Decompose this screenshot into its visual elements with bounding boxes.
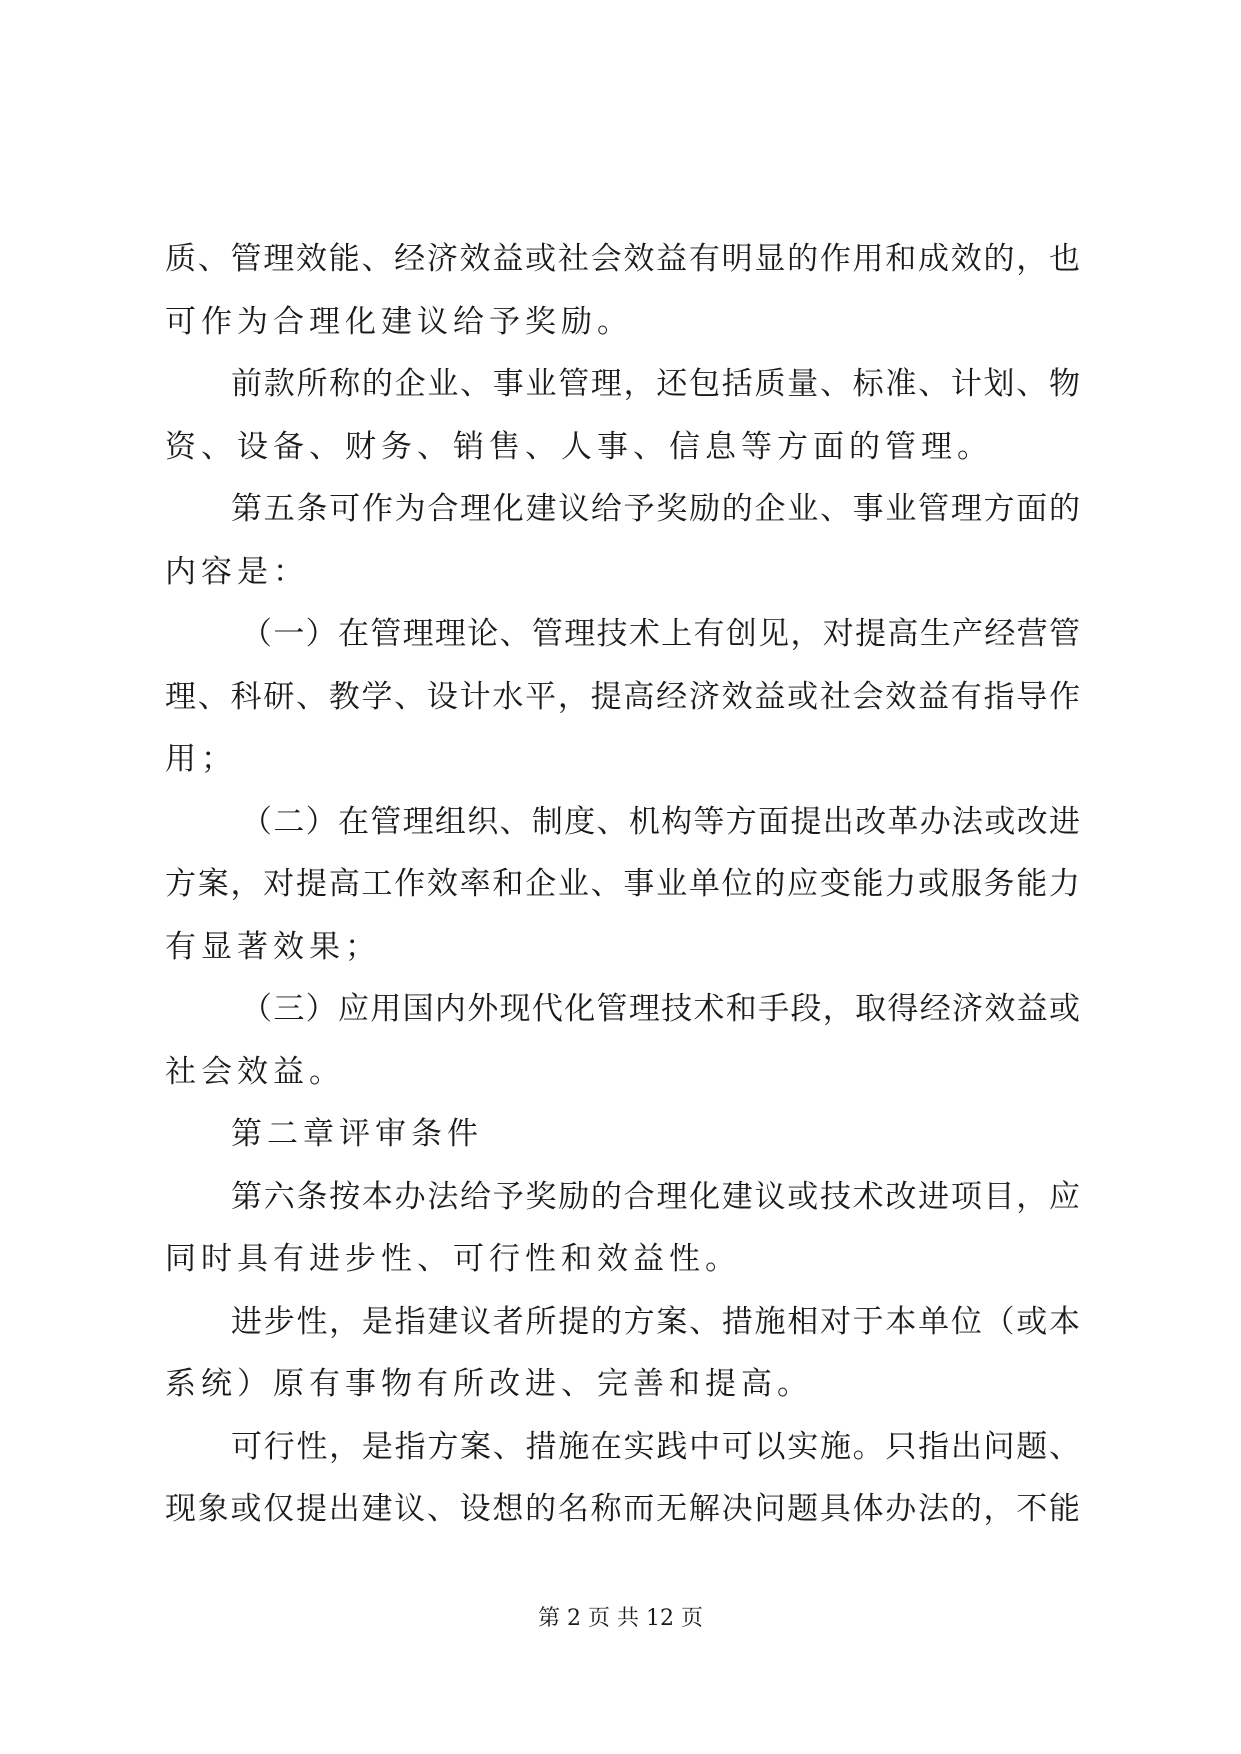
text-line-20: 可行性，是指方案、措施在实践中可以实施。只指出问题、 <box>231 1428 1080 1465</box>
text-line-3: 前款所称的企业、事业管理，还包括质量、标准、计划、物 <box>231 366 1080 402</box>
text-line-1: 质、管理效能、经济效益或社会效益有明显的作用和成效的，也 <box>165 241 1080 277</box>
text-line-13: （三）应用国内外现代化管理技术和手段，取得经济效益或 <box>241 991 1080 1027</box>
text-line-5: 第五条可作为合理化建议给予奖励的企业、事业管理方面的 <box>231 491 1080 527</box>
text-line-7: （一）在管理理论、管理技术上有创见，对提高生产经营管 <box>241 616 1080 652</box>
document-body <box>165 228 1080 1541</box>
text-line-19: 系统）原有事物有所改进、完善和提高。 <box>165 1366 813 1402</box>
text-line-14: 社会效益。 <box>165 1053 345 1090</box>
text-line-11: 方案，对提高工作效率和企业、事业单位的应变能力或服务能力 <box>165 866 1080 902</box>
page-footer: 第 2 页 共 12 页 <box>538 1606 703 1631</box>
text-line-18: 进步性，是指建议者所提的方案、措施相对于本单位（或本 <box>231 1303 1080 1340</box>
text-line-10: （二）在管理组织、制度、机构等方面提出改革办法或改进 <box>241 803 1080 840</box>
text-line-16: 第六条按本办法给予奖励的合理化建议或技术改进项目，应 <box>231 1178 1080 1215</box>
text-line-12: 有显著效果； <box>165 928 381 965</box>
text-line-6: 内容是： <box>165 553 309 590</box>
chapter-heading: 第二章评审条件 <box>231 1116 483 1152</box>
text-line-17: 同时具有进步性、可行性和效益性。 <box>165 1241 741 1277</box>
text-line-8: 理、科研、教学、设计水平，提高经济效益或社会效益有指导作 <box>165 678 1080 715</box>
text-line-2: 可作为合理化建议给予奖励。 <box>165 303 633 340</box>
text-line-21: 现象或仅提出建议、设想的名称而无解决问题具体办法的，不能 <box>165 1491 1080 1527</box>
text-line-9: 用； <box>165 741 237 777</box>
text-line-4: 资、设备、财务、销售、人事、信息等方面的管理。 <box>165 428 993 465</box>
